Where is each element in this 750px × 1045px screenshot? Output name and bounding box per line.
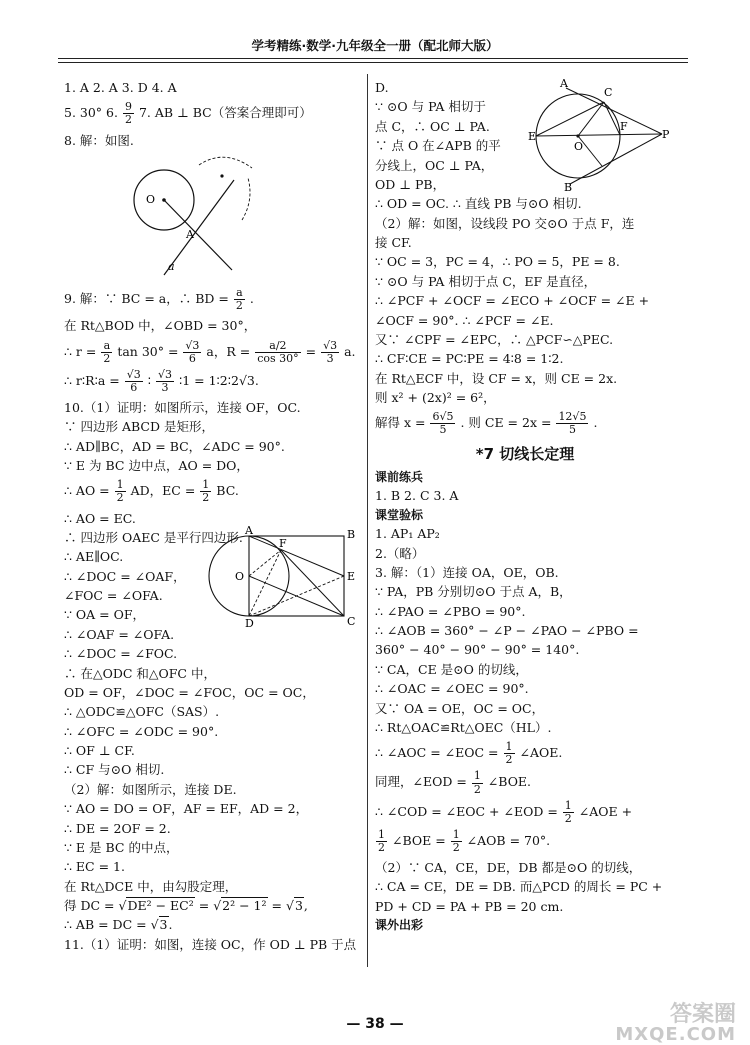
answer-q10-line: ∴ ∠DOC = ∠OAF， bbox=[64, 568, 186, 584]
page-header: 学考精练·数学·九年级全一册（配北师大版） bbox=[251, 38, 499, 53]
answer-q8: 8. 解：如图. bbox=[64, 132, 134, 148]
label-line-a: a bbox=[168, 259, 175, 273]
answer-q11-line: ∵ OC = 3，PC = 4，∴ PO = 5，PE = 8. bbox=[375, 254, 620, 270]
answer-q10-line: ∵ 四边形 ABCD 是矩形， bbox=[64, 419, 214, 435]
answer-q11-line: ∵ ⊙O 与 PA 相切于点 C，EF 是直径， bbox=[375, 273, 597, 289]
label-o: O bbox=[574, 140, 584, 153]
segment-cf bbox=[604, 102, 620, 135]
answer-q9-line2: 在 Rt△BOD 中，∠OBD = 30°， bbox=[64, 318, 257, 334]
answer-line: ∵ CA，CE 是⊙O 的切线， bbox=[375, 661, 528, 677]
fraction: $\frac{9}{2}$ bbox=[124, 100, 132, 127]
segment-of-dashed bbox=[249, 550, 281, 576]
q10-block-with-figure bbox=[64, 523, 360, 664]
answer-q11-line: ∵ 点 O 在∠APB 的平 bbox=[375, 138, 501, 154]
answer-q11-line: ∴ OD = OC. ∴ 直线 PB 与⊙O 相切. bbox=[375, 196, 582, 212]
answer-q10-line: ∴ AB = DC = √3. bbox=[64, 917, 173, 933]
answer-line: ∴ ∠AOB = 360° − ∠P − ∠PAO − ∠PBO = bbox=[375, 623, 639, 638]
answer-line: 3. 解：（1）连接 OA，OE，OB. bbox=[375, 564, 559, 580]
answer-q9-line3: ∴ r = $\frac{a}{2}$ tan 30° = $\frac{√3}{6}$ a，R = $\frac{a/2}{\cos 30^\circ}$ = $\frac{√3}{3}$ a. bbox=[64, 338, 356, 365]
answer-q10-line: 在 Rt△DCE 中，由勾股定理， bbox=[64, 878, 238, 894]
subsection-heading: 课外出彩 bbox=[375, 918, 424, 933]
answer-q10-line: ∵ AO = DO = OF，AF = EF，AD = 2， bbox=[64, 801, 309, 817]
answer-line: 2.（略） bbox=[375, 545, 425, 561]
center-point bbox=[576, 134, 579, 137]
answer-line: ∴ Rt△OAC≌Rt△OEC（HL）. bbox=[375, 719, 552, 735]
answer-q10-line: ∵ E 是 BC 的中点， bbox=[64, 839, 179, 855]
answer-q11-line: ∴ CF∶CE = PC∶PE = 4∶8 = 1∶2. bbox=[375, 351, 564, 367]
label-b: B bbox=[564, 181, 573, 194]
section-title: *7 切线长定理 bbox=[475, 444, 575, 463]
label-d: D bbox=[245, 616, 254, 630]
answer-q10-line: （2）解：如图所示，连接 DE. bbox=[64, 781, 237, 797]
answer-q11-line: ∴ ∠PCF + ∠OCF = ∠ECO + ∠OCF = ∠E + bbox=[375, 293, 650, 309]
label-p: P bbox=[662, 128, 670, 141]
answer-q10-line: ∴ AD∥BC，AD = BC，∠ADC = 90°. bbox=[64, 438, 285, 454]
segment-ae bbox=[249, 536, 344, 576]
page-number: — 38 — bbox=[346, 1016, 404, 1032]
segment-oc bbox=[578, 102, 604, 136]
answer-line: 1. B 2. C 3. A bbox=[375, 488, 459, 504]
subsection-heading: 课前练兵 bbox=[375, 469, 424, 484]
answer-line: （2）∵ CA，CE，DE，DB 都是⊙O 的切线， bbox=[375, 860, 642, 875]
answer-q9-line4: ∴ r∶R∶a = $\frac{√3}{6}$ ∶ $\frac{√3}{3}$ ∶1 = 1∶2∶2√3. bbox=[64, 367, 259, 394]
answer-line: ∴ ∠OAC = ∠OEC = 90°. bbox=[375, 681, 529, 697]
answer-line: ∴ CA = CE，DE = DB. 而△PCD 的周长 = PC + bbox=[375, 879, 663, 895]
construction-arc bbox=[199, 157, 252, 168]
label-e: E bbox=[347, 569, 356, 583]
tangent-pb bbox=[570, 134, 662, 184]
answer-line: ∵ PA，PB 分别切⊙O 于点 A，B， bbox=[375, 584, 572, 600]
answer-q10-line: ∴ ∠OAF = ∠OFA. bbox=[64, 626, 175, 642]
figure-q10 bbox=[229, 523, 359, 630]
answer-q10-line: ∴ EC = 1. bbox=[64, 859, 125, 875]
answer-line: PD + CD = PA + PB = 20 cm. bbox=[375, 898, 564, 914]
answer-q10-line: ∴ AE∥OC. bbox=[64, 549, 124, 565]
answer-q11-line: ∵ ⊙O 与 PA 相切于 bbox=[375, 99, 486, 115]
left-column bbox=[64, 78, 360, 954]
right-column bbox=[375, 78, 675, 935]
answer-line: 同理，∠EOD = $\frac{1}{2}$ ∠BOE. bbox=[375, 769, 532, 796]
answer-line: 360° − 40° − 90° − 90° = 140°. bbox=[375, 642, 580, 658]
segment-fd-dashed bbox=[249, 550, 281, 616]
segment-ep bbox=[536, 134, 662, 136]
intersection-point bbox=[220, 174, 223, 177]
answer-q10-line: ∴ DE = 2OF = 2. bbox=[64, 820, 171, 836]
rectangle-abcd bbox=[249, 536, 344, 616]
answer-q10-line: ∴ △ODC≌△OFC（SAS）. bbox=[64, 704, 220, 720]
tangent-pa bbox=[566, 88, 662, 134]
q11-block-with-figure bbox=[375, 78, 675, 194]
segment-fc bbox=[281, 550, 344, 616]
subsection-heading: 课堂验标 bbox=[375, 507, 424, 522]
answer-q10-line: ∴ OF ⊥ CF. bbox=[64, 743, 135, 759]
answer-q11-line: D. bbox=[375, 80, 389, 95]
answer-q1-4: 1. A 2. A 3. D 4. A bbox=[64, 80, 177, 95]
answer-q11-line: 又∵ ∠CPF = ∠EPC，∴ △PCF∽△PEC. bbox=[375, 331, 614, 347]
answer-q11-line: 11.（1）证明：如图，连接 OC，作 OD ⊥ PB 于点 bbox=[64, 936, 357, 952]
answer-q10-line: ∴ AO = EC. bbox=[64, 510, 136, 526]
figure-q8 bbox=[124, 150, 294, 280]
answer-line: ∴ ∠PAO = ∠PBO = 90°. bbox=[375, 603, 526, 619]
answer-q10-line: ∴ AO = $\frac{1}{2}$ AD，EC = $\frac{1}{2}$ BC. bbox=[64, 478, 239, 505]
answer-line: $\frac{1}{2}$ ∠BOE = $\frac{1}{2}$ ∠AOB = 70°. bbox=[378, 827, 551, 854]
label-o: O bbox=[146, 192, 156, 206]
label-f: F bbox=[620, 120, 628, 133]
answer-q10-line: ∵ E 为 BC 边中点，AO = DO， bbox=[64, 458, 249, 473]
segment-ec bbox=[536, 102, 604, 136]
answer-line: ∴ ∠AOC = ∠EOC = $\frac{1}{2}$ ∠AOE. bbox=[375, 740, 563, 767]
answer-q11-line: 则 x² + (2x)² = 6²， bbox=[375, 390, 496, 405]
watermark-logo: 答案圈 MXQE.COM bbox=[615, 1002, 736, 1045]
answer-q11-line: 解得 x = $\frac{6√5}{5}$ . 则 CE = 2x = $\frac{12√5}{5}$ . bbox=[375, 410, 598, 437]
answer-q11-line: （2）解：如图，设线段 PO 交⊙O 于点 F，连 bbox=[375, 215, 635, 231]
answer-q10-line: ∴ ∠OFC = ∠ODC = 90°. bbox=[64, 723, 219, 739]
answer-q10-line: ∵ OA = OF， bbox=[64, 607, 146, 623]
column-divider bbox=[367, 74, 368, 967]
answer-q11-line: 在 Rt△ECF 中，设 CF = x，则 CE = 2x. bbox=[375, 370, 618, 386]
answer-q11-line: OD ⊥ PB， bbox=[375, 176, 446, 192]
answer-q10-line: ∴ CF 与⊙O 相切. bbox=[64, 762, 165, 778]
label-a: A bbox=[245, 523, 253, 537]
answer-q10-line: ∠FOC = ∠OFA. bbox=[64, 588, 163, 604]
figure-q11 bbox=[530, 78, 670, 193]
label-f: F bbox=[279, 536, 287, 550]
answer-q11-line: 接 CF. bbox=[375, 235, 412, 250]
answer-line: 1. AP₁ AP₂ bbox=[375, 526, 440, 542]
answer-q5-7: 5. 30° 6. $\frac{9}{2}$ 7. AB ⊥ BC（答案合理即可） bbox=[64, 100, 312, 127]
label-b: B bbox=[347, 527, 356, 541]
answer-q10-line: ∴ 四边形 OAEC 是平行四边形. bbox=[64, 529, 243, 545]
label-c: C bbox=[604, 86, 613, 99]
answer-line: 又∵ OA = OE，OC = OC， bbox=[375, 700, 545, 716]
label-c: C bbox=[347, 614, 356, 628]
answer-q11-line: 分线上，OC ⊥ PA， bbox=[375, 157, 494, 173]
answer-q9-line1: 9. 解：∵ BC = a，∴ BD = $\frac{a}{2}$ . bbox=[64, 285, 254, 313]
label-a: A bbox=[186, 227, 194, 241]
answer-line: ∴ ∠COD = ∠EOC + ∠EOD = $\frac{1}{2}$ ∠AOE + bbox=[375, 798, 633, 825]
label-a: A bbox=[560, 77, 568, 90]
label-e: E bbox=[528, 130, 537, 143]
answer-q11-line: ∠OCF = 90°. ∴ ∠PCF = ∠E. bbox=[375, 312, 554, 328]
answer-q10-line: ∴ 在△ODC 和△OFC 中， bbox=[64, 665, 216, 681]
answer-q10-line: ∴ ∠DOC = ∠FOC. bbox=[64, 646, 178, 662]
construction-arc bbox=[242, 178, 250, 220]
answer-q10-line: OD = OF，∠DOC = ∠FOC，OC = OC， bbox=[64, 684, 315, 700]
label-o: O bbox=[235, 569, 245, 583]
answer-q10-line: 得 DC = √DE² − EC² = √2² − 1² = √3, bbox=[64, 898, 308, 914]
header-rule bbox=[58, 58, 688, 59]
header-rule-thin bbox=[58, 62, 688, 63]
answer-q10-line: 10.（1）证明：如图所示，连接 OF，OC. bbox=[64, 399, 301, 415]
answer-q11-line: 点 C，∴ OC ⊥ PA. bbox=[375, 118, 490, 134]
